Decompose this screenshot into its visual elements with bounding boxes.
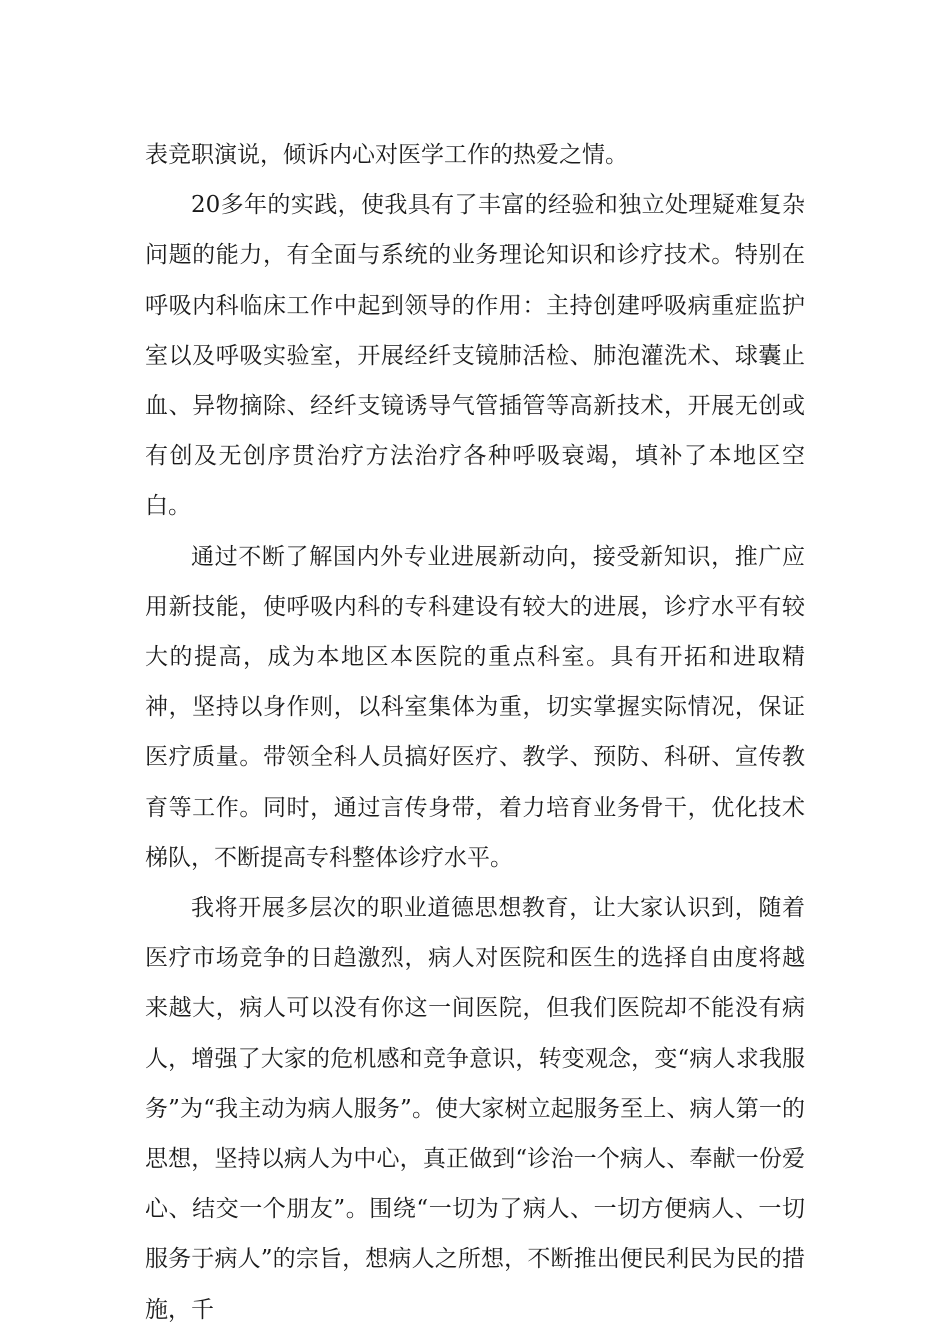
paragraph-education: 我将开展多层次的职业道德思想教育，让大家认识到，随着医疗市场竞争的日趋激烈，病人对医院和医生的选择自由度将越来越大，病人可以没有你这一间医院，但我们医院却不能没有病人，增强了大家的危机感和竞争意识，转变观念，变“病人求我服务”为“我主动为病人服务”。使大家树立起服务至上、病人第一的思想，坚持以病人为中心，真正做到“诊治一个病人、奉献一份爱心、结交一个朋友”。围绕“一切为了病人、一切方便病人、一切服务于病人”的宗旨，想病人之所想，不断推出便民利民为民的措施，千: [145, 895, 805, 1323]
paragraph-experience: 20多年的实践，使我具有了丰富的经验和独立处理疑难复杂问题的能力，有全面与系统的业务理论知识和诊疗技术。特别在呼吸内科临床工作中起到领导的作用：主持创建呼吸病重症监护室以及呼吸实验室，开展经纤支镜肺活检、肺泡灌洗术、球囊止血、异物摘除、经纤支镜诱导气管插管等高新技术，开展无创或有创及无创序贯治疗方法治疗各种呼吸衰竭，填补了本地区空白。: [145, 192, 805, 520]
document-body: [145, 130, 805, 1335]
paragraph-continuation: 表竞职演说，倾诉内心对医学工作的热爱之情。: [145, 142, 628, 168]
paragraph-development: 通过不断了解国内外专业进展新动向，接受新知识，推广应用新技能，使呼吸内科的专科建设有较大的进展，诊疗水平有较大的提高，成为本地区本医院的重点科室。具有开拓和进取精神，坚持以身作则，以科室集体为重，切实掌握实际情况，保证医疗质量。带领全科人员搞好医疗、教学、预防、科研、宣传教育等工作。同时，通过言传身带，着力培育业务骨干，优化技术梯队，不断提高专科整体诊疗水平。: [145, 543, 805, 871]
